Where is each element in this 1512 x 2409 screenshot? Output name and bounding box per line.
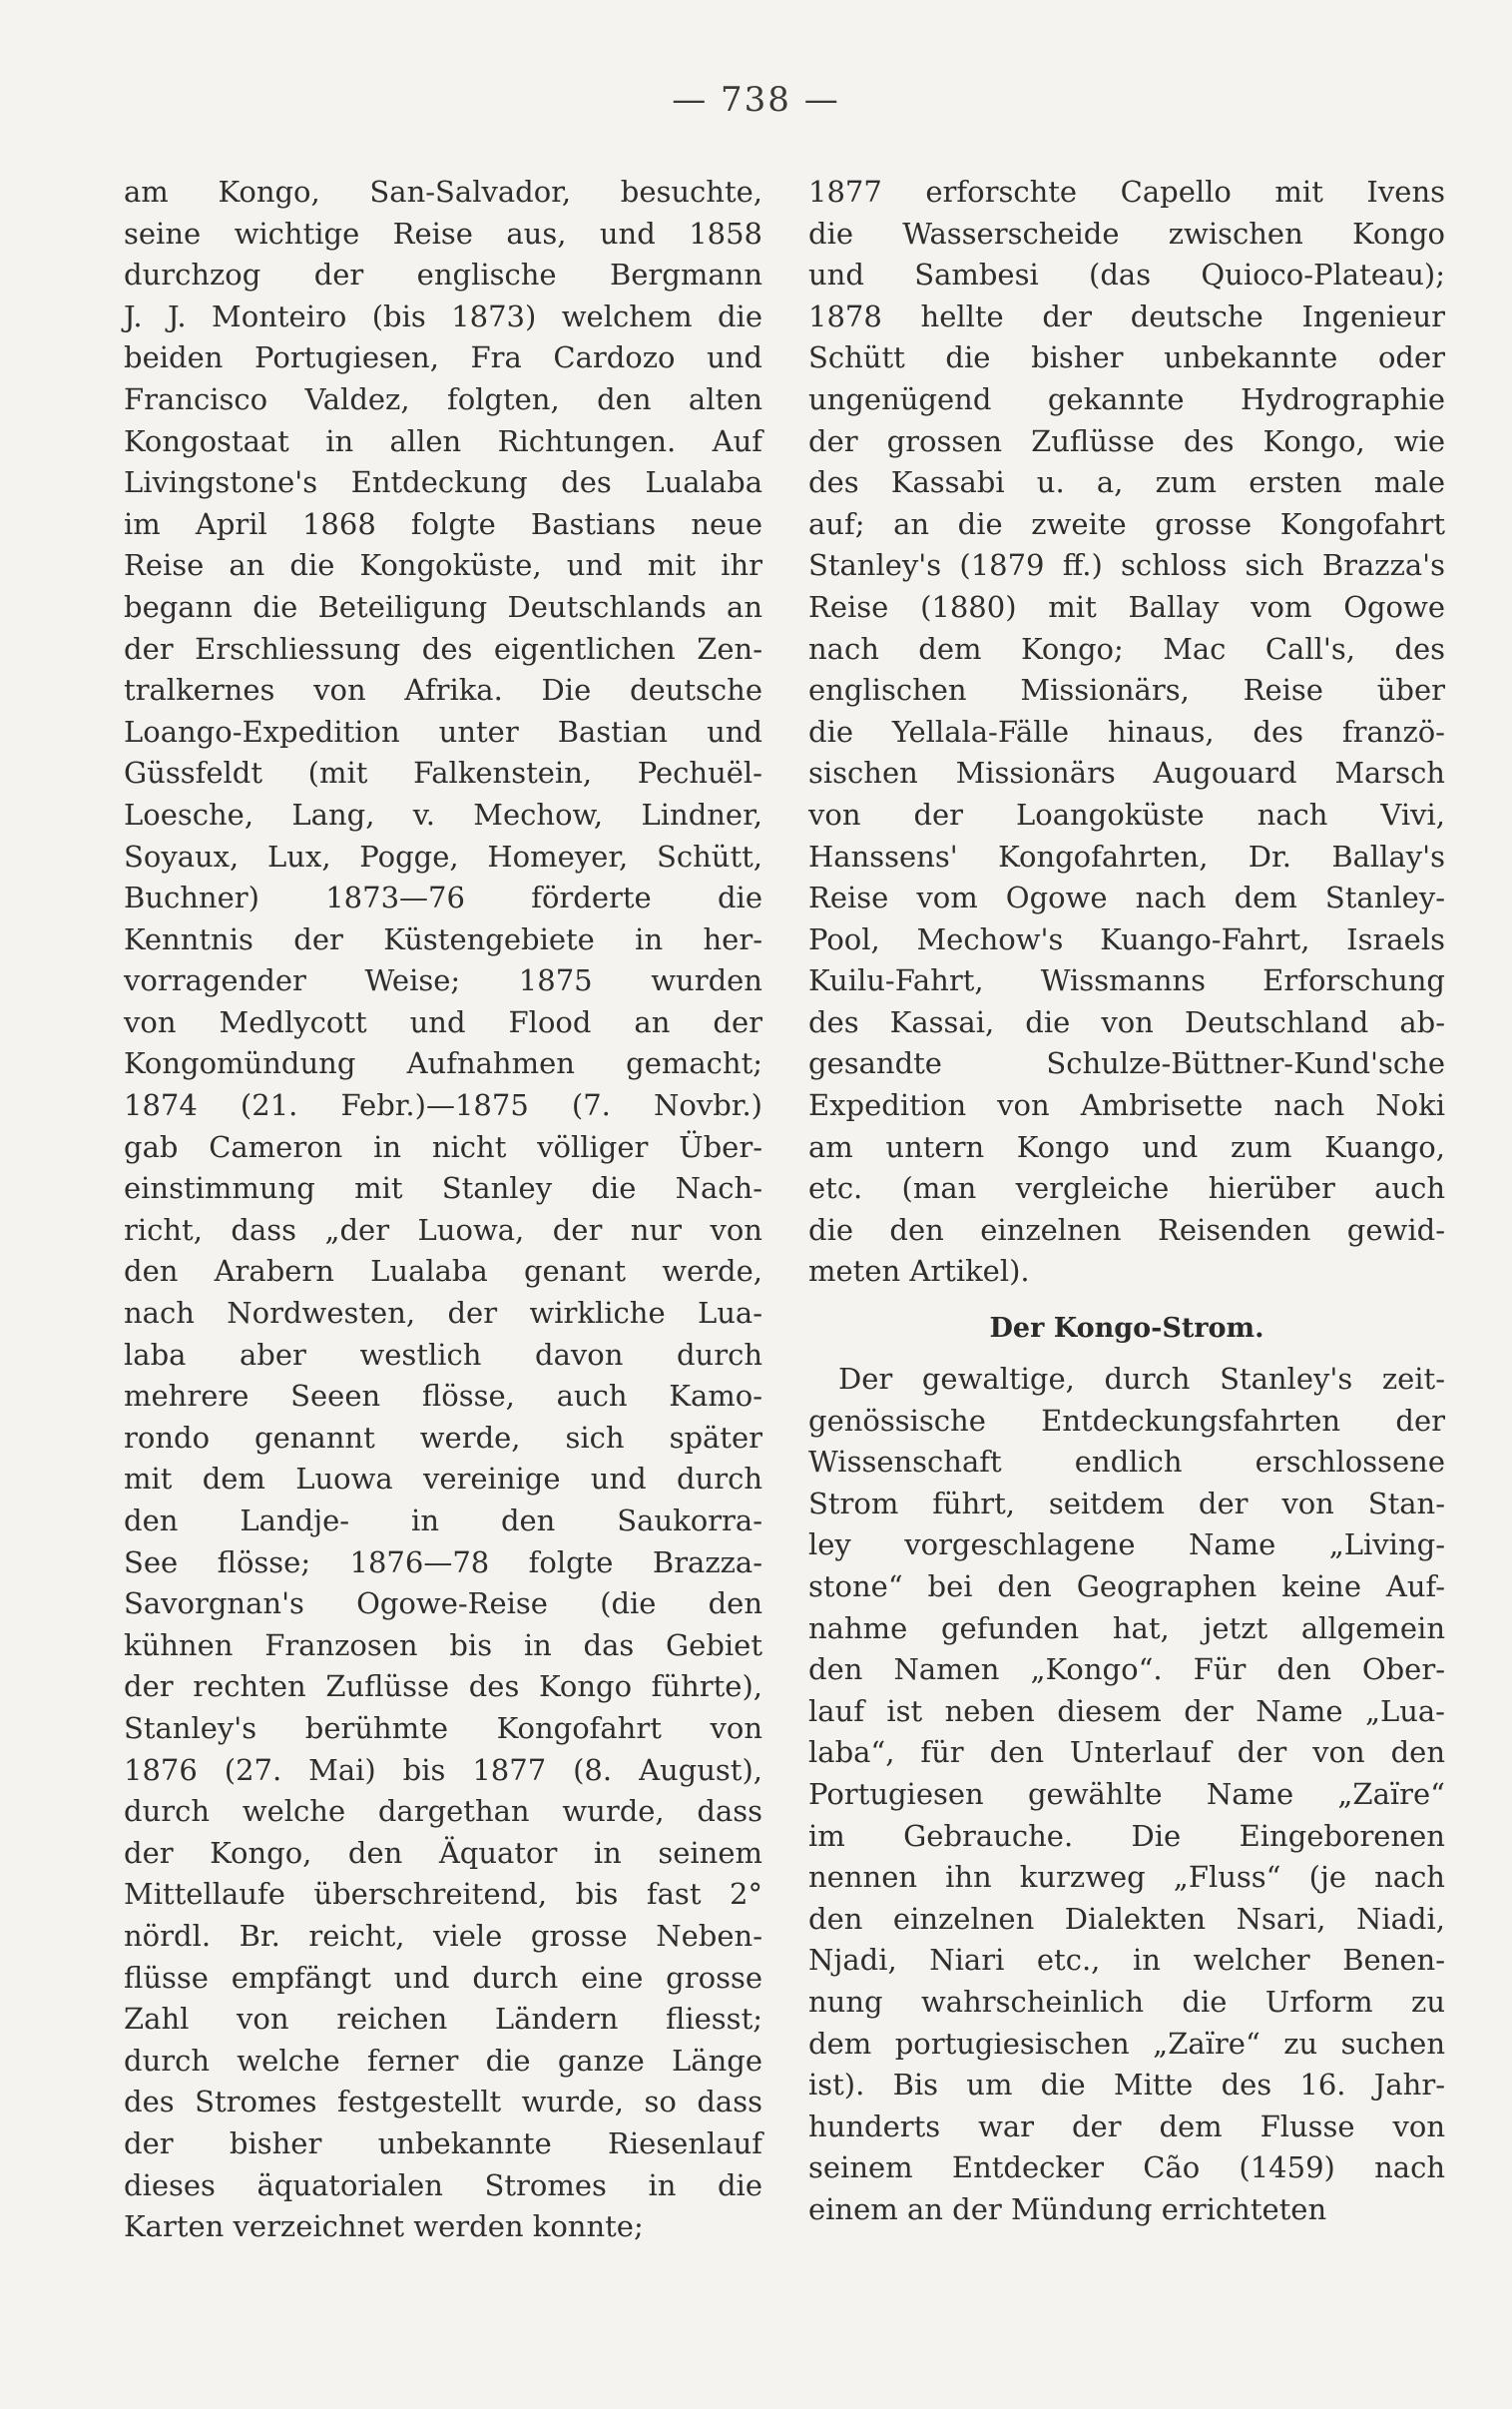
text-line: der rechten Zuflüsse des Kongo führte), — [124, 1669, 762, 1704]
right-column — [808, 172, 1445, 2231]
right-column-text-after-heading — [808, 1359, 1445, 2230]
text-line: im Gebrauche. Die Eingeborenen — [808, 1818, 1445, 1853]
text-line: tralkernes von Afrika. Die deutsche — [124, 673, 762, 708]
text-line: nördl. Br. reicht, viele grosse Neben- — [124, 1918, 762, 1953]
text-line: durchzog der englische Bergmann — [124, 258, 762, 293]
text-line: meten Artikel). — [808, 1254, 1030, 1289]
text-line: rondo genannt werde, sich später — [124, 1420, 762, 1455]
text-line: des Kassabi u. a, zum ersten male — [808, 465, 1445, 500]
text-line: Kongomündung Aufnahmen gemacht; — [124, 1046, 762, 1081]
text-line: richt, dass „der Luowa, der nur von — [124, 1212, 762, 1247]
text-line: Kenntnis der Küstengebiete in her- — [124, 921, 762, 956]
text-line: Reise an die Kongoküste, und mit ihr — [124, 548, 762, 583]
text-line: des Stromes festgestellt wurde, so dass — [124, 2085, 762, 2119]
text-line: gab Cameron in nicht völliger Über- — [124, 1129, 762, 1164]
text-line: der bisher unbekannte Riesenlauf — [124, 2125, 762, 2160]
text-line: Reise (1880) mit Ballay vom Ogowe — [808, 589, 1445, 624]
text-line: dieses äquatorialen Stromes in die — [124, 2167, 762, 2202]
text-line: See flösse; 1876—78 folgte Brazza- — [124, 1544, 762, 1579]
text-line: 1874 (21. Febr.)—1875 (7. Novbr.) — [124, 1088, 762, 1123]
text-line: Soyaux, Lux, Pogge, Homeyer, Schütt, — [124, 839, 762, 874]
text-line: den Landje- in den Saukorra- — [124, 1504, 762, 1537]
text-line: lauf ist neben diesem der Name „Lua- — [808, 1693, 1445, 1728]
text-line: nach Nordwesten, der wirkliche Lua- — [124, 1296, 762, 1331]
text-line: ley vorgeschlagene Name „Living- — [808, 1527, 1445, 1562]
text-line: Strom führt, seitdem der von Stan- — [808, 1486, 1445, 1520]
text-line: Schütt die bisher unbekannte oder — [808, 340, 1445, 375]
text-line: Livingstone's Entdeckung des Lualaba — [124, 465, 762, 500]
text-line: Reise vom Ogowe nach dem Stanley- — [808, 881, 1445, 915]
text-line: Njadi, Niari etc., in welcher Benen- — [808, 1943, 1445, 1978]
text-line: ist). Bis um die Mitte des 16. Jahr- — [808, 2068, 1445, 2103]
text-line: im April 1868 folgte Bastians neue — [124, 506, 762, 541]
text-line: Loesche, Lang, v. Mechow, Lindner, — [124, 797, 762, 832]
text-line: Der gewaltige, durch Stanley's zeit- — [838, 1362, 1445, 1397]
text-line: einstimmung mit Stanley die Nach- — [124, 1171, 762, 1206]
text-line: englischen Missionärs, Reise über — [808, 673, 1445, 708]
text-line: gesandte Schulze-Büttner-Kund'sche — [808, 1046, 1445, 1081]
text-line: Francisco Valdez, folgten, den alten — [124, 381, 762, 416]
text-line: Karten verzeichnet werden konnte; — [124, 2209, 644, 2244]
text-line: seinem Entdecker Cão (1459) nach — [808, 2150, 1445, 2185]
text-line: nach dem Kongo; Mac Call's, des — [808, 631, 1445, 666]
text-line: Mittellaufe überschreitend, bis fast 2° — [124, 1877, 762, 1912]
text-line: stone“ bei den Geographen keine Auf- — [808, 1569, 1445, 1603]
text-line: die Wasserscheide zwischen Kongo — [808, 216, 1445, 251]
text-line: mit dem Luowa vereinige und durch — [124, 1462, 762, 1497]
text-line: am untern Kongo und zum Kuango, — [808, 1129, 1445, 1164]
text-line: die Yellala-Fälle hinaus, des franzö- — [808, 714, 1445, 749]
text-line: laba aber westlich davon durch — [124, 1337, 762, 1372]
text-line: durch welche ferner die ganze Länge — [124, 2043, 762, 2078]
text-line: von der Loangoküste nach Vivi, — [808, 797, 1445, 832]
text-line: beiden Portugiesen, Fra Cardozo und — [124, 340, 762, 375]
text-line: mehrere Seeen flösse, auch Kamo- — [124, 1379, 762, 1414]
text-line: flüsse empfängt und durch eine grosse — [124, 1960, 762, 1995]
text-line: genössische Entdeckungsfahrten der — [808, 1403, 1445, 1438]
section-heading: Der Kongo-Strom. — [989, 1313, 1264, 1345]
text-line: kühnen Franzosen bis in das Gebiet — [124, 1627, 762, 1662]
text-line: Stanley's berühmte Kongofahrt von — [124, 1710, 762, 1745]
text-line: vorragender Weise; 1875 wurden — [124, 963, 762, 998]
text-line: Wissenschaft endlich erschlossene — [808, 1445, 1445, 1480]
text-line: den einzelnen Dialekten Nsari, Niadi, — [808, 1901, 1445, 1936]
text-line: Kuilu-Fahrt, Wissmanns Erforschung — [808, 963, 1445, 998]
text-line: auf; an die zweite grosse Kongofahrt — [808, 506, 1445, 541]
text-line: und Sambesi (das Quioco-Plateau); — [808, 258, 1445, 293]
text-line: 1877 erforschte Capello mit Ivens — [808, 175, 1445, 209]
page-number: — 738 — — [672, 80, 840, 120]
text-line: 1876 (27. Mai) bis 1877 (8. August), — [124, 1752, 762, 1787]
text-line: nung wahrscheinlich die Urform zu — [808, 1984, 1445, 2019]
text-line: ungenügend gekannte Hydrographie — [808, 381, 1445, 416]
text-line: sischen Missionärs Augouard Marsch — [808, 756, 1445, 791]
text-line: etc. (man vergleiche hierüber auch — [808, 1171, 1445, 1206]
text-line: des Kassai, die von Deutschland ab- — [808, 1004, 1445, 1039]
text-line: Stanley's (1879 ff.) schloss sich Brazza's — [808, 548, 1445, 583]
text-line: einem an der Mündung errichteten — [808, 2191, 1327, 2226]
text-line: Zahl von reichen Ländern fliesst; — [124, 2002, 762, 2037]
text-line: den Arabern Lualaba genant werde, — [124, 1254, 762, 1289]
text-line: Loango-Expedition unter Bastian und — [124, 714, 762, 749]
text-line: der Kongo, den Äquator in seinem — [124, 1835, 762, 1870]
left-column — [124, 172, 762, 2248]
text-line: dem portugiesischen „Zaïre“ zu suchen — [808, 2026, 1445, 2061]
text-line: den Namen „Kongo“. Für den Ober- — [808, 1652, 1445, 1687]
text-line: hunderts war der dem Flusse von — [808, 2108, 1445, 2143]
text-line: nahme gefunden hat, jetzt allgemein — [808, 1610, 1445, 1645]
text-line: 1878 hellte der deutsche Ingenieur — [808, 299, 1445, 333]
right-column-text-before-heading — [808, 172, 1445, 1293]
text-line: Buchner) 1873—76 förderte die — [124, 881, 762, 915]
text-line: durch welche dargethan wurde, dass — [124, 1794, 762, 1829]
text-line: der Erschliessung des eigentlichen Zen- — [124, 631, 762, 666]
text-line: Expedition von Ambrisette nach Noki — [808, 1088, 1445, 1123]
text-line: Hanssens' Kongofahrten, Dr. Ballay's — [808, 839, 1445, 874]
text-line: Kongostaat in allen Richtungen. Auf — [124, 423, 762, 458]
text-line: J. J. Monteiro (bis 1873) welchem die — [124, 299, 762, 333]
text-line: der grossen Zuflüsse des Kongo, wie — [808, 423, 1445, 458]
text-line: Pool, Mechow's Kuango-Fahrt, Israels — [808, 921, 1445, 956]
text-line: Güssfeldt (mit Falkenstein, Pechuël- — [124, 756, 762, 791]
text-line: nennen ihn kurzweg „Fluss“ (je nach — [808, 1860, 1445, 1895]
text-line: Portugiesen gewählte Name „Zaïre“ — [808, 1776, 1445, 1811]
text-line: am Kongo, San-Salvador, besuchte, — [124, 175, 762, 209]
text-line: von Medlycott und Flood an der — [124, 1004, 762, 1039]
text-line: laba“, für den Unterlauf der von den — [808, 1735, 1445, 1770]
text-line: seine wichtige Reise aus, und 1858 — [124, 216, 762, 251]
text-line: Savorgnan's Ogowe-Reise (die den — [124, 1586, 762, 1621]
text-line: begann die Beteiligung Deutschlands an — [124, 589, 762, 624]
text-line: die den einzelnen Reisenden gewid- — [808, 1212, 1445, 1247]
